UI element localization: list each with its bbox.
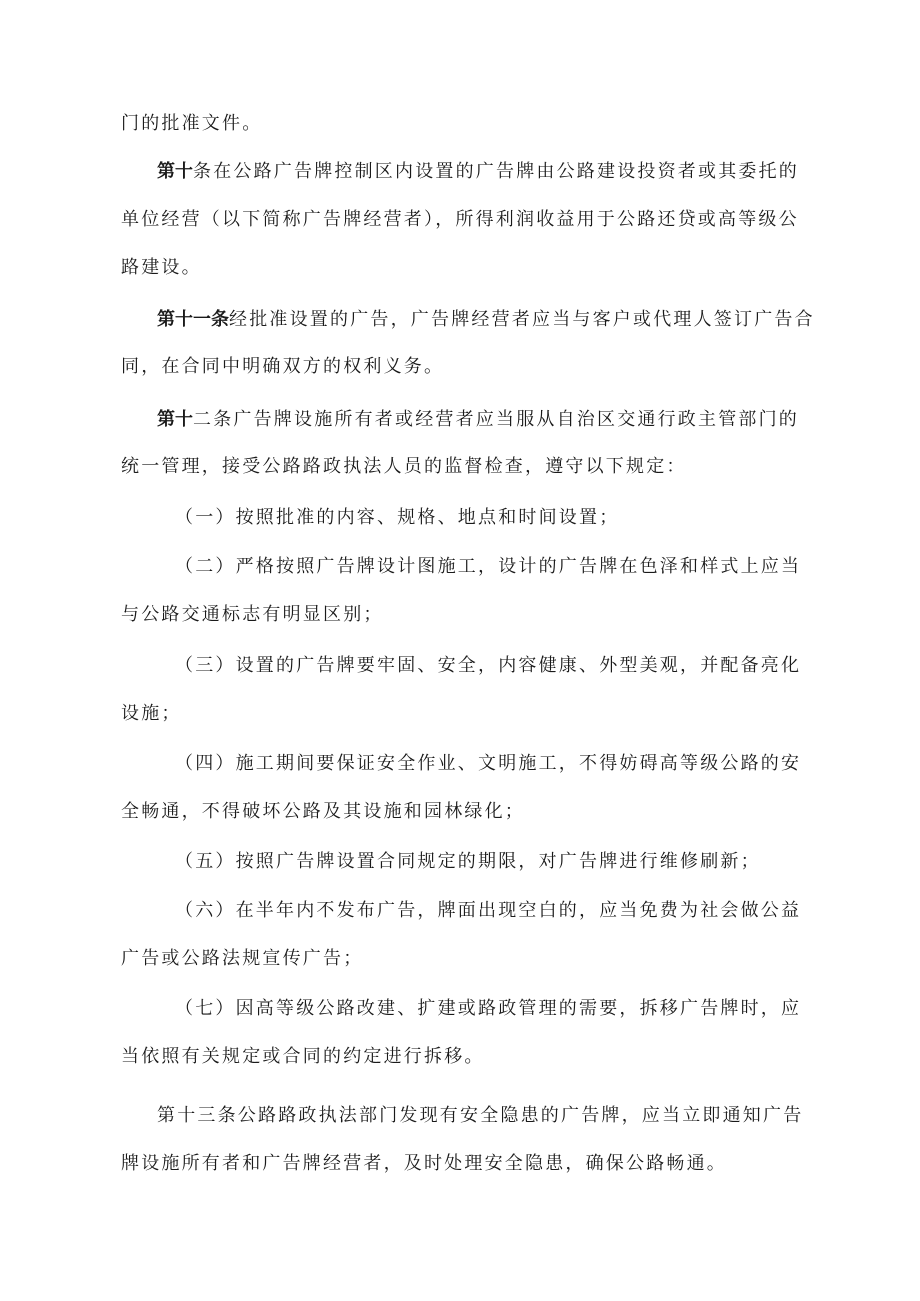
text-line: [121, 455, 811, 479]
text-line: [121, 112, 811, 136]
text-span: （七）因高等级公路改建、扩建或路政管理的需要，拆移广告牌时，应: [175, 998, 802, 1019]
text-span: 经批准设置的广告，广告牌经营者应当与客户或代理人签订广告合: [229, 309, 815, 330]
text-span: 门的批准文件。: [121, 113, 263, 134]
text-line: [121, 800, 811, 824]
text-span: 全畅通，不得破坏公路及其设施和园林绿化；: [121, 801, 525, 822]
text-span: （一）按照批准的内容、规格、地点和时间设置；: [175, 507, 620, 528]
text-span: （五）按照广告牌设置合同规定的期限，对广告牌进行维修刷新；: [175, 851, 761, 872]
text-span: 条在公路广告牌控制区内设置的广告牌由公路建设投资者或其委托的: [193, 161, 799, 182]
list-item: [175, 506, 865, 530]
list-item: [175, 654, 802, 678]
text-line: [121, 603, 811, 627]
article-11-label: 第十一条: [157, 309, 229, 330]
list-item: [175, 899, 802, 923]
text-line: [121, 208, 797, 232]
list-item: [175, 555, 802, 579]
text-span: （六）在半年内不发布广告，牌面出现空白的，应当免费为社会做公益: [175, 900, 802, 921]
text-line: [121, 702, 811, 726]
text-span: 单位经营（以下简称广告牌经营者），所得利润收益用于公路还贷或高等级公: [121, 209, 799, 230]
text-span: 路建设。: [121, 257, 202, 278]
article-11-line: [157, 308, 815, 332]
list-item: [175, 752, 802, 776]
article-12-line: [157, 408, 797, 432]
text-line: [121, 256, 811, 280]
text-span: （四）施工期间要保证安全作业、文明施工，不得妨碍高等级公路的安: [175, 753, 802, 774]
text-line: [121, 1152, 811, 1176]
article-12-label: 第十: [157, 409, 193, 430]
article-10-line: [157, 160, 797, 184]
text-span: 统一管理，接受公路路政执法人员的监督检查，遵守以下规定：: [121, 456, 687, 477]
text-span: 广告或公路法规宣传广告；: [121, 948, 364, 969]
text-span: 牌设施所有者和广告牌经营者，及时处理安全隐患，确保公路畅通。: [121, 1153, 727, 1174]
text-span: 当依照有关规定或合同的约定进行拆移。: [121, 1046, 485, 1067]
article-13-line: [157, 1104, 804, 1128]
text-span: （二）严格按照广告牌设计图施工，设计的广告牌在色泽和样式上应当: [175, 556, 802, 577]
list-item: [175, 850, 865, 874]
text-line: [121, 1045, 811, 1069]
text-span: 设施；: [121, 703, 182, 724]
text-span: （三）设置的广告牌要牢固、安全，内容健康、外型美观，并配备亮化: [175, 655, 802, 676]
list-item: [175, 997, 802, 1021]
text-span: 第十三条公路路政执法部门发现有安全隐患的广告牌，应当立即通知广告: [157, 1105, 804, 1126]
text-span: 二条广告牌设施所有者或经营者应当服从自治区交通行政主管部门的: [193, 409, 799, 430]
text-line: [121, 947, 811, 971]
article-10-label: 第十: [157, 161, 193, 182]
text-span: 与公路交通标志有明显区别；: [121, 604, 384, 625]
text-line: [121, 355, 811, 379]
text-span: 同，在合同中明确双方的权利义务。: [121, 356, 445, 377]
